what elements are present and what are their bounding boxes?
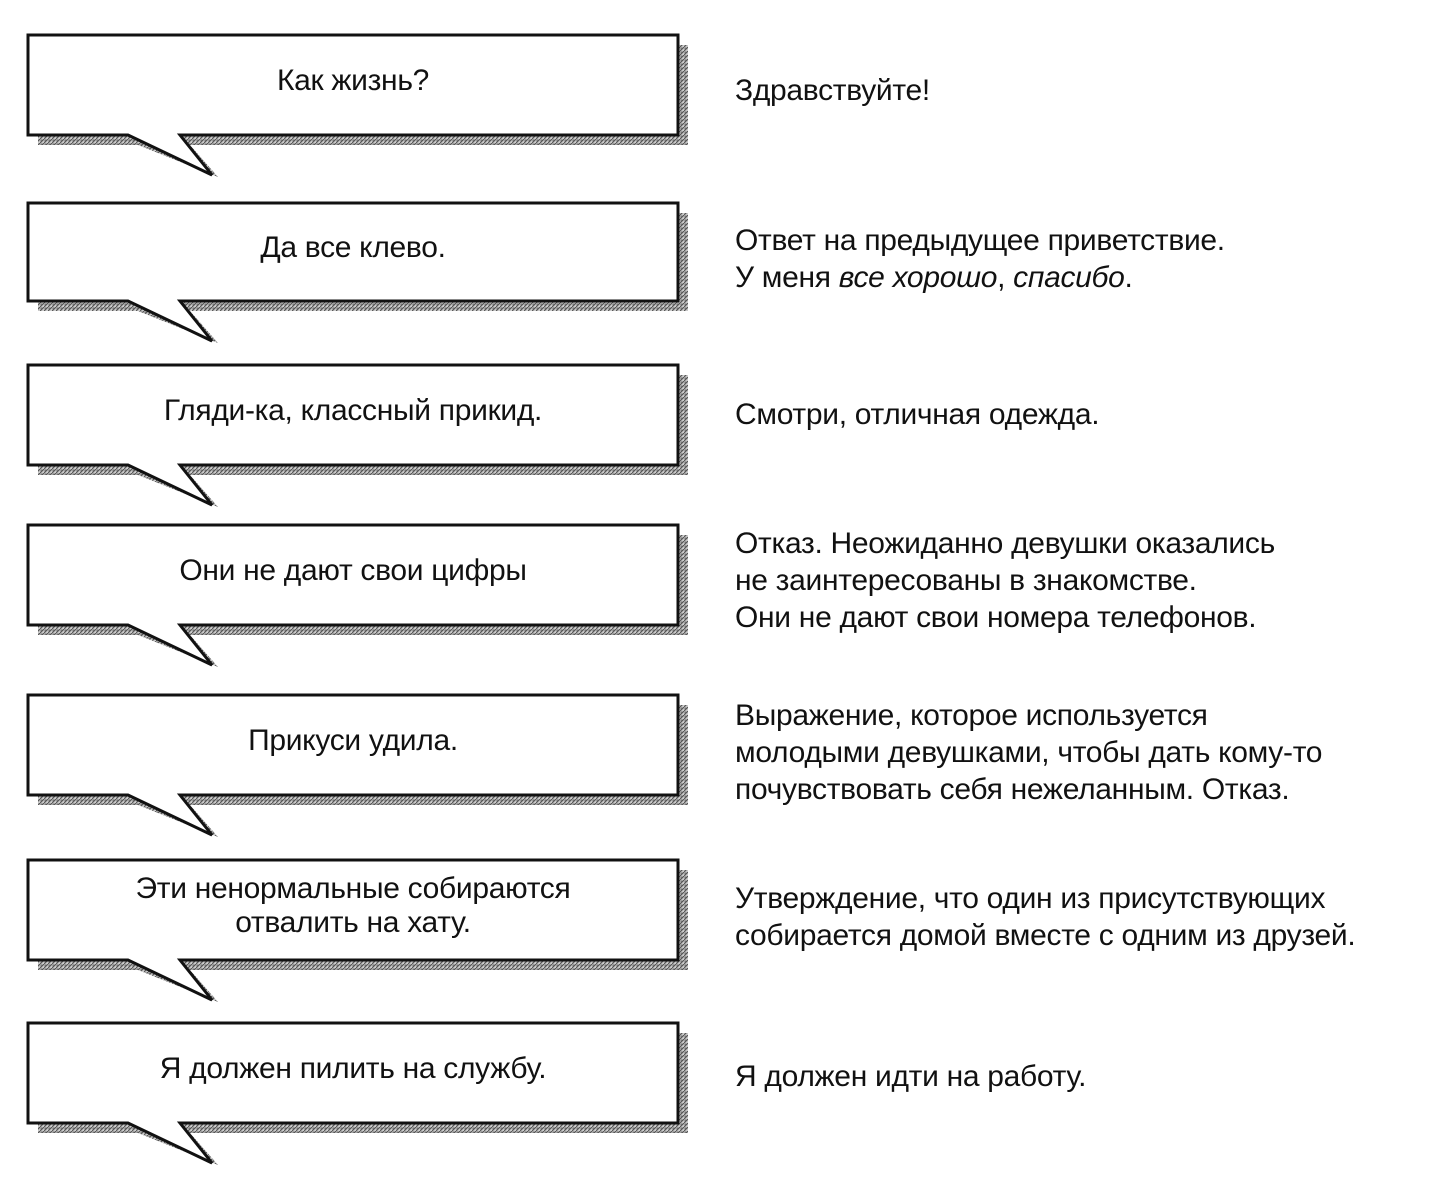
meaning-text: почувствовать себя нежеланным. Отказ.	[735, 773, 1290, 806]
phrase-meaning	[735, 396, 1445, 433]
meaning-text: Здравствуйте!	[735, 74, 930, 107]
phrase-meaning	[735, 525, 1445, 636]
meaning-text: Ответ на предыдущее приветствие.	[735, 224, 1225, 257]
meaning-line	[735, 562, 1445, 599]
slang-phrase-line: отвалить на хату.	[235, 906, 471, 939]
meaning-text: ,	[997, 261, 1014, 294]
meaning-line	[735, 734, 1445, 771]
bubble-outline	[28, 365, 678, 505]
meaning-line	[735, 396, 1445, 433]
speech-bubble-icon	[0, 365, 720, 525]
slang-phrase	[30, 64, 676, 98]
meaning-italic-text: спасибо	[1013, 261, 1125, 294]
bubble-outline	[28, 203, 678, 341]
meaning-line	[735, 222, 1445, 259]
slang-phrase	[30, 231, 676, 265]
slang-phrase-line: Они не дают свои цифры	[179, 554, 527, 587]
meaning-text: .	[1124, 261, 1133, 294]
meaning-text: Утверждение, что один из присутствующих	[735, 882, 1326, 915]
slang-phrase	[30, 872, 676, 940]
speech-bubble-icon	[0, 695, 720, 855]
slang-phrase-line: Гляди-ка, классный прикид.	[163, 394, 543, 427]
meaning-text: Выражение, которое используется	[735, 699, 1208, 732]
speech-bubble-icon	[0, 525, 720, 685]
meaning-line	[735, 697, 1445, 734]
meaning-line	[735, 1058, 1445, 1095]
meaning-text: Смотри, отличная одежда.	[735, 398, 1100, 431]
bubble-outline	[28, 525, 678, 665]
slang-phrase	[30, 724, 676, 758]
meaning-line	[735, 599, 1445, 636]
meaning-italic-text: все хорошо	[838, 261, 998, 294]
meaning-line	[735, 72, 1445, 109]
meaning-line	[735, 259, 1445, 296]
slang-phrase-line: Да все клево.	[260, 231, 446, 264]
meaning-line	[735, 917, 1445, 954]
slang-phrase	[30, 554, 676, 588]
meaning-text: Они не дают свои номера телефонов.	[735, 601, 1257, 634]
bubble-outline	[28, 35, 678, 175]
phrase-meaning	[735, 697, 1445, 808]
phrase-meaning	[735, 880, 1445, 954]
speech-bubble-icon	[0, 203, 720, 361]
bubble-outline	[28, 695, 678, 835]
meaning-text: Я должен идти на работу.	[735, 1060, 1087, 1093]
speech-bubble-icon	[0, 35, 720, 195]
slang-phrase-line: Я должен пилить на службу.	[159, 1052, 547, 1085]
phrase-meaning	[735, 72, 1445, 109]
meaning-text: молодыми девушками, чтобы дать кому-то	[735, 736, 1323, 769]
phrase-meaning	[735, 1058, 1445, 1095]
phrase-meaning	[735, 222, 1445, 296]
meaning-text: Отказ. Неожиданно девушки оказались	[735, 527, 1275, 560]
meaning-text: не заинтересованы в знакомстве.	[735, 564, 1197, 597]
slang-phrase-line: Прикуси удила.	[248, 724, 458, 757]
slang-phrase-line: Эти ненормальные собираются	[135, 872, 571, 905]
meaning-line	[735, 880, 1445, 917]
bubble-outline	[28, 1023, 678, 1163]
speech-bubble-icon	[0, 1023, 720, 1183]
meaning-text: собирается домой вместе с одним из друзей.	[735, 919, 1356, 952]
meaning-line	[735, 525, 1445, 562]
slang-phrase	[30, 1052, 676, 1086]
slang-phrase	[30, 394, 676, 428]
meaning-text: У меня	[735, 261, 839, 294]
slang-phrase-line: Как жизнь?	[276, 64, 430, 97]
meaning-line	[735, 771, 1445, 808]
